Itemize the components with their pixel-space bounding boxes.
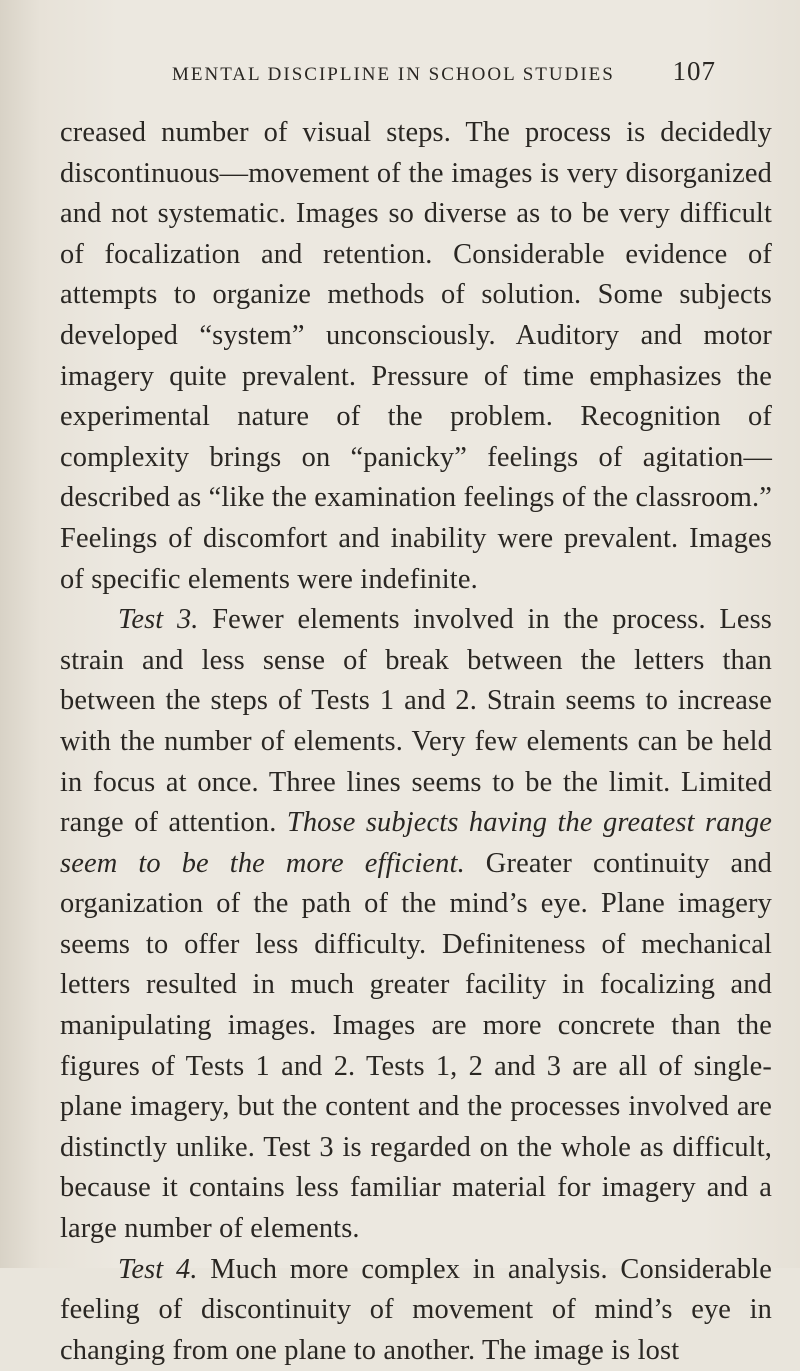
running-head (172, 56, 716, 96)
paragraph-lead: Test 4. (118, 1253, 198, 1285)
paragraph-lead: Test 3. (118, 604, 199, 636)
running-title: MENTAL DISCIPLINE IN SCHOOL STUDIES (172, 64, 615, 85)
paragraph-text: Greater continuity and organization of the path of the mind’s eye. Plane imagery seems to offer less difficulty. Definiteness of mechanical letters resulted in much greater facility in focalizing and manipulating images. Images are more concrete than the figures of Tests 1 and 2. Tests 1, 2 and 3 are all of single-plane imagery, but the content and the processes involved are distinctly unlike. Test 3 is regarded on the whole as difficult, because it contains less familiar material for imagery and a large number of elements. (60, 847, 773, 1245)
paragraph-text: creased number of visual steps. The process is decidedly discontinuous—movement of the images is very disorganized and not systematic. Images so diverse as to be very difficult of focalization and retention. Considerable evidence of attempts to organize methods of solution. Some subjects developed “system” unconsciously. Auditory and motor imagery quite prevalent. Pressure of time emphasizes the experimental nature of the problem. Recognition of complexity brings on “panicky” feelings of agitation—described as “like the examination feelings of the classroom.” Feelings of discomfort and inability were prevalent. Images of specific elements were indefinite. (60, 117, 772, 595)
paragraph-emphasis: Those subjects having the greatest range seem to be the more efficient. (60, 807, 772, 879)
paragraph-text: Fewer elements involved in the process. Less strain and less sense of break between the letters than between the steps of Tests 1 and 2. Strain seems to increase with the number of elements. Very few elements can be held in focus at once. Three lines seems to be the limit. Limited range of attention. (60, 604, 772, 839)
paragraph-test-3 (60, 600, 772, 1250)
page-number: 107 (672, 56, 716, 86)
paragraph-text: Much more complex in analysis. Considerable feeling of discontinuity of movement of mind’s eye in changing from one plane to another. The image is lost (60, 1253, 772, 1366)
paragraph-continuation (60, 113, 772, 600)
body-text (60, 113, 772, 1371)
